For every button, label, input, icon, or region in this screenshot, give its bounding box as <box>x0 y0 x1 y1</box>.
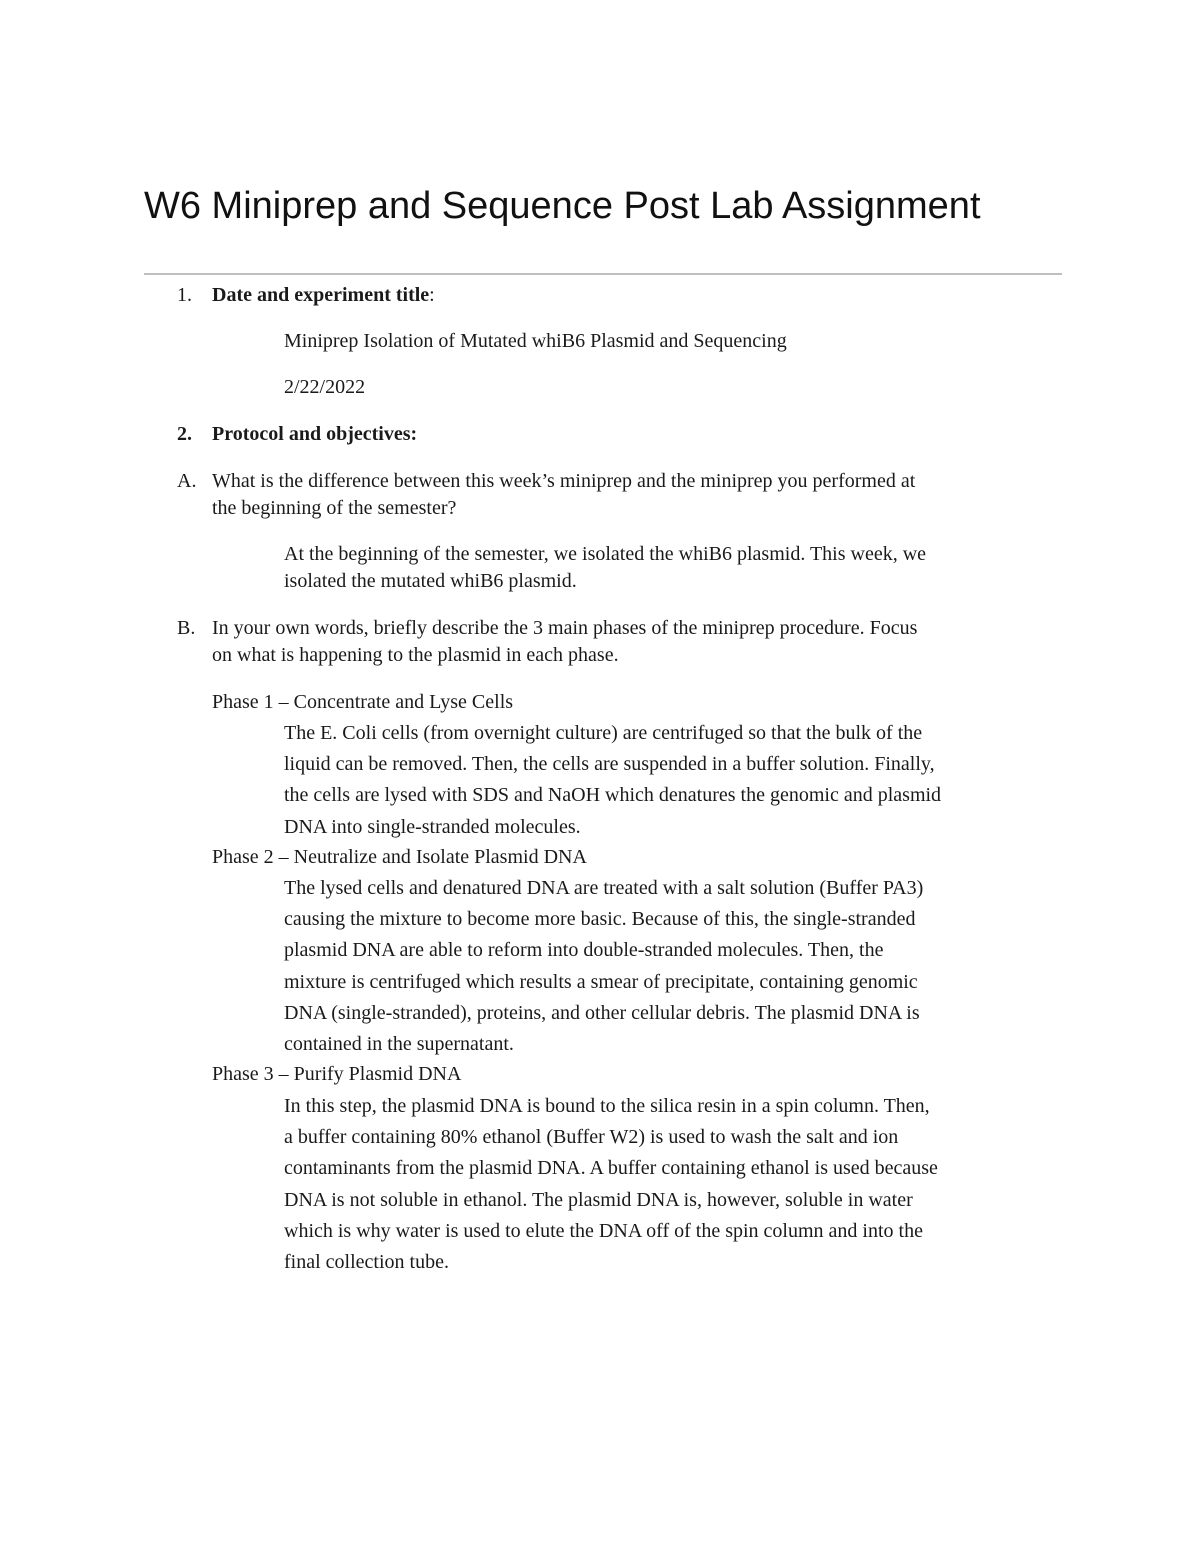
phase2-line: The lysed cells and denatured DNA are treated with a salt solution (Buffer PA3) <box>284 877 924 899</box>
title-divider <box>144 273 1062 275</box>
section1-heading-colon: : <box>429 284 435 306</box>
question-a-letter: A. <box>177 470 197 492</box>
phase2-line: causing the mixture to become more basic. Because of this, the single-stranded <box>284 908 916 931</box>
experiment-date: 2/22/2022 <box>284 376 366 398</box>
section2-heading: Protocol and objectives: <box>212 423 418 445</box>
phase1-line: the cells are lysed with SDS and NaOH which denatures the genomic and plasmid <box>284 784 942 807</box>
section1-heading <box>212 282 435 309</box>
answer-a-line2: isolated the mutated whiB6 plasmid. <box>284 570 577 592</box>
phase2-heading: Phase 2 – Neutralize and Isolate Plasmid DNA <box>212 846 587 868</box>
question-b-line2: on what is happening to the plasmid in each phase. <box>212 644 619 666</box>
phase3-line: contaminants from the plasmid DNA. A buffer containing ethanol is used because <box>284 1157 938 1180</box>
answer-a-line1: At the beginning of the semester, we isolated the whiB6 plasmid. This week, we <box>284 543 927 565</box>
document-title: W6 Miniprep and Sequence Post Lab Assignment <box>144 185 981 227</box>
phase3-line: DNA is not soluble in ethanol. The plasmid DNA is, however, soluble in water <box>284 1188 913 1211</box>
question-a-line2: the beginning of the semester? <box>212 497 457 519</box>
phase1-line: DNA into single-stranded molecules. <box>284 815 581 838</box>
question-b-letter: B. <box>177 617 196 639</box>
question-b-line1: In your own words, briefly describe the 3 main phases of the miniprep procedure. Focus <box>212 617 918 639</box>
phase1-line: The E. Coli cells (from overnight culture) are centrifuged so that the bulk of the <box>284 722 923 744</box>
phase3-heading: Phase 3 – Purify Plasmid DNA <box>212 1063 462 1085</box>
experiment-title: Miniprep Isolation of Mutated whiB6 Plasmid and Sequencing <box>284 330 787 352</box>
section1-number: 1. <box>177 284 192 306</box>
phase1-line: liquid can be removed. Then, the cells are suspended in a buffer solution. Finally, <box>284 753 935 776</box>
phase2-line: contained in the supernatant. <box>284 1033 514 1056</box>
phase2-line: mixture is centrifuged which results a smear of precipitate, containing genomic <box>284 970 918 993</box>
phase3-line: In this step, the plasmid DNA is bound to the silica resin in a spin column. Then, <box>284 1095 930 1117</box>
phase2-line: plasmid DNA are able to reform into double-stranded molecules. Then, the <box>284 939 884 962</box>
phase1-heading: Phase 1 – Concentrate and Lyse Cells <box>212 691 514 713</box>
section1-heading-text: Date and experiment title <box>212 284 430 306</box>
phase3-line: a buffer containing 80% ethanol (Buffer W2) is used to wash the salt and ion <box>284 1126 899 1149</box>
phase3-description <box>284 1091 938 1278</box>
phase2-line: DNA (single-stranded), proteins, and other cellular debris. The plasmid DNA is <box>284 1001 920 1024</box>
phase3-line: which is why water is used to elute the DNA off of the spin column and into the <box>284 1219 923 1242</box>
phase2-description <box>284 873 923 1060</box>
phase3-line: final collection tube. <box>284 1251 449 1274</box>
section2-number: 2. <box>177 423 192 445</box>
question-a-line1: What is the difference between this week’s miniprep and the miniprep you performed at <box>212 470 916 492</box>
phase1-description <box>284 718 941 843</box>
